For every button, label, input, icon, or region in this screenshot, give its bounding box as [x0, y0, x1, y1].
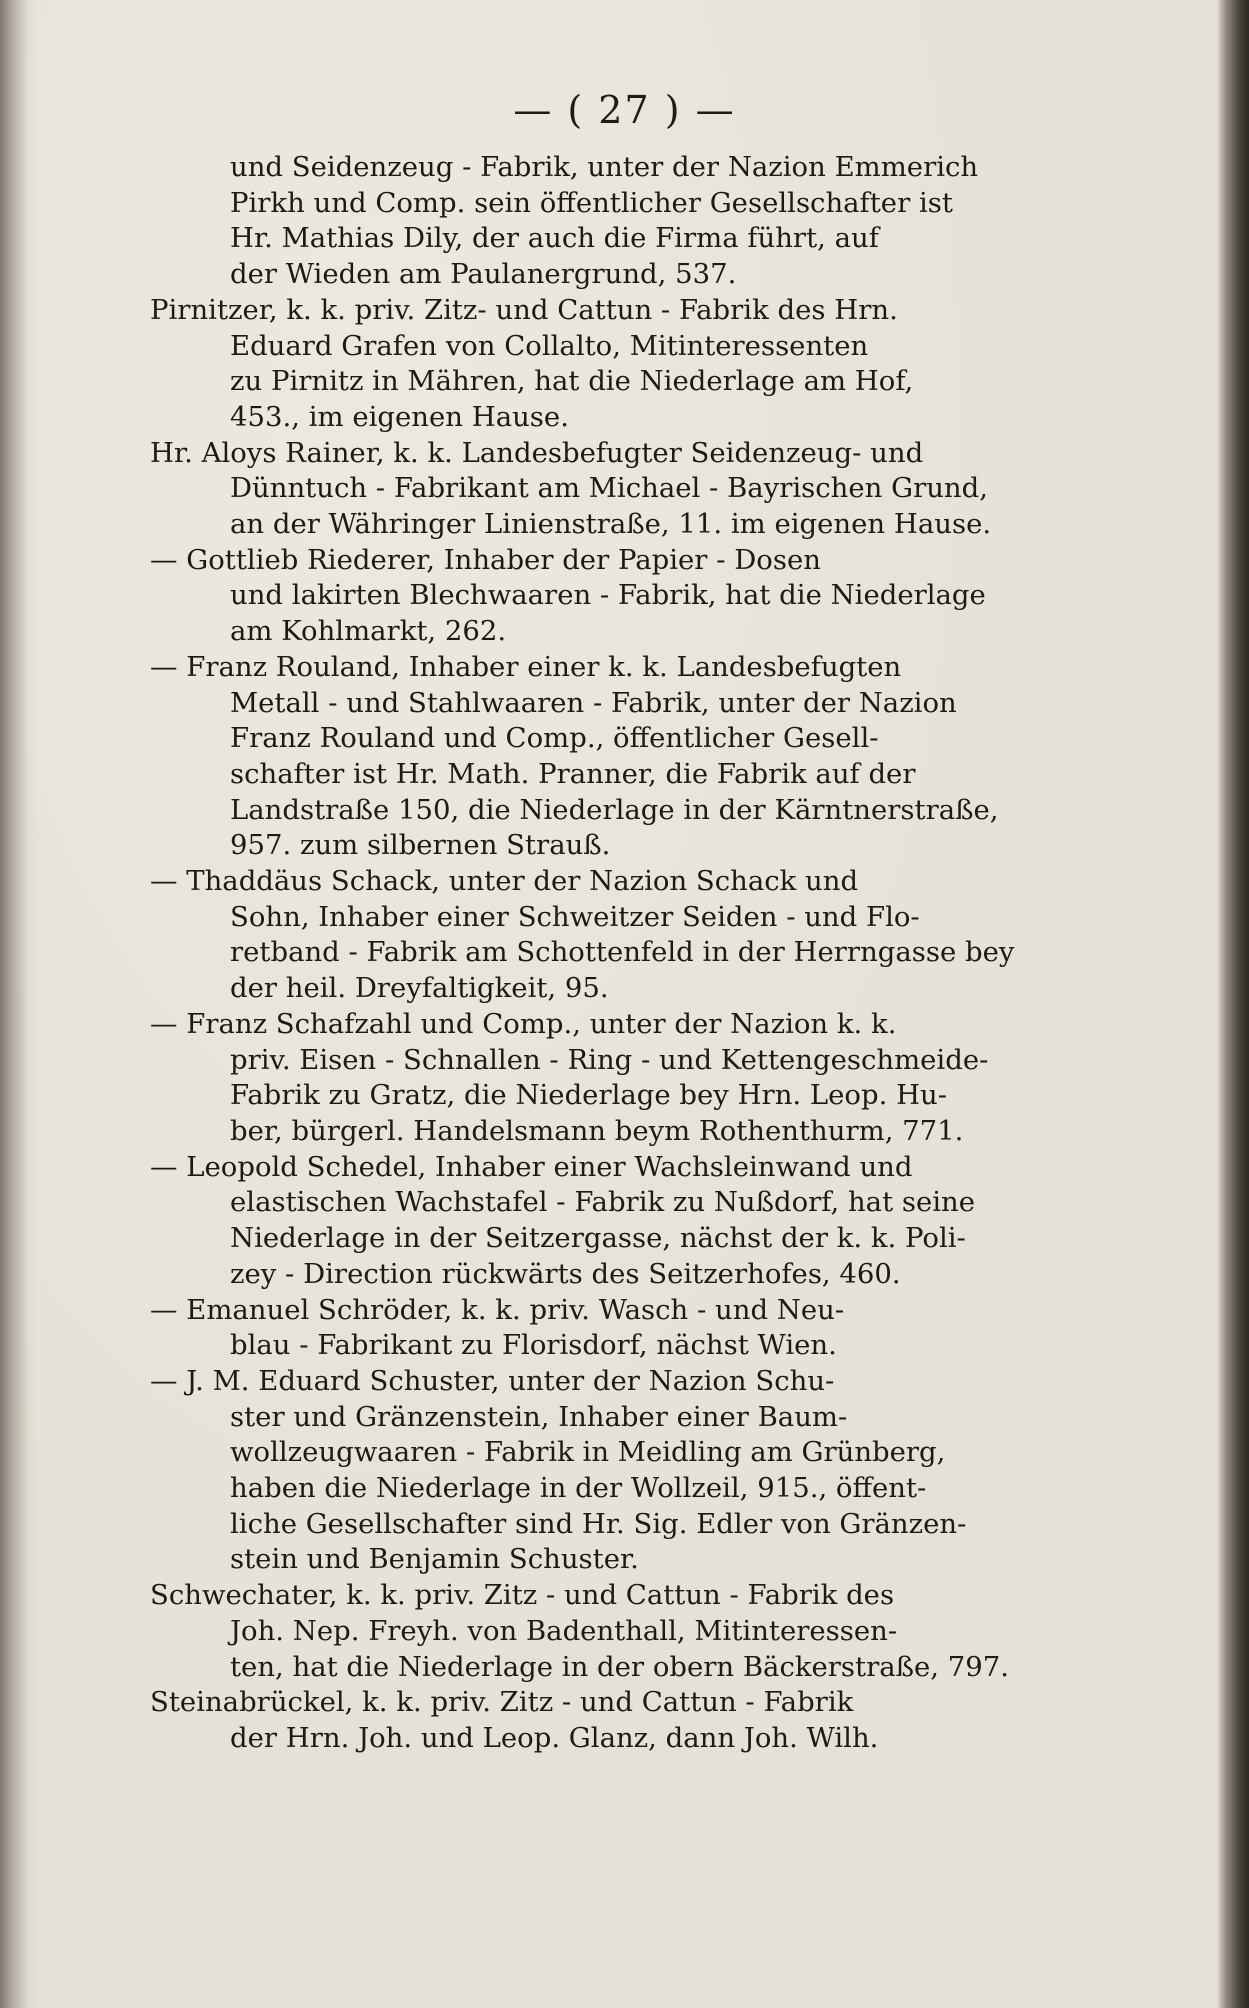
text-line: Fabrik zu Gratz, die Niederlage bey Hrn. Leop. Hu- [230, 1079, 948, 1112]
text-line: schafter ist Hr. Math. Pranner, die Fabrik auf der [230, 757, 916, 790]
text-line: Niederlage in der Seitzergasse, nächst der k. k. Poli- [230, 1222, 966, 1255]
text-line: Dünntuch - Fabrikant am Michael - Bayrischen Grund, [230, 472, 988, 505]
text-line: Hr. Mathias Dily, der auch die Firma führt, auf [230, 222, 879, 255]
text-line: und lakirten Blechwaaren - Fabrik, hat die Niederlage [230, 579, 986, 612]
text-line: stein und Benjamin Schuster. [230, 1543, 639, 1576]
text-line: Pirnitzer, k. k. priv. Zitz- und Cattun - Fabrik des Hrn. [150, 293, 898, 326]
text-line: — Gottlieb Riederer, Inhaber der Papier - Dosen [150, 543, 821, 576]
text-line: Metall - und Stahlwaaren - Fabrik, unter der Nazion [230, 686, 957, 719]
page-gutter-shadow [0, 0, 28, 2008]
text-line: liche Gesellschafter sind Hr. Sig. Edler von Gränzen- [230, 1507, 967, 1540]
text-line: Steinabrückel, k. k. priv. Zitz - und Cattun - Fabrik [150, 1686, 854, 1719]
text-line: Schwechater, k. k. priv. Zitz - und Cattun - Fabrik des [150, 1579, 895, 1612]
text-line: Hr. Aloys Rainer, k. k. Landesbefugter Seidenzeug- und [150, 436, 924, 469]
text-line: Sohn, Inhaber einer Schweitzer Seiden - und Flo- [230, 900, 920, 933]
text-line: Eduard Grafen von Collalto, Mitinteressenten [230, 329, 869, 362]
text-line: der heil. Dreyfaltigkeit, 95. [230, 972, 609, 1005]
text-line: blau - Fabrikant zu Florisdorf, nächst Wien. [230, 1329, 837, 1362]
text-line: der Hrn. Joh. und Leop. Glanz, dann Joh. Wilh. [230, 1721, 879, 1754]
text-line: Landstraße 150, die Niederlage in der Kärntnerstraße, [230, 793, 999, 826]
page-number: — ( 27 ) — [513, 88, 736, 132]
text-line: Franz Rouland und Comp., öffentlicher Gesell- [230, 722, 879, 755]
text-line: ster und Gränzenstein, Inhaber einer Baum- [230, 1400, 848, 1433]
text-line: — Emanuel Schröder, k. k. priv. Wasch - und Neu- [150, 1293, 845, 1326]
text-line: Pirkh und Comp. sein öffentlicher Gesellschafter ist [230, 186, 953, 219]
text-line: wollzeugwaaren - Fabrik in Meidling am Grünberg, [230, 1436, 946, 1469]
text-line: und Seidenzeug - Fabrik, unter der Nazion Emmerich [230, 151, 979, 183]
text-line: elastischen Wachstafel - Fabrik zu Nußdorf, hat seine [230, 1186, 976, 1219]
text-line: zey - Direction rückwärts des Seitzerhofes, 460. [230, 1257, 901, 1290]
text-line: — J. M. Eduard Schuster, unter der Nazion Schu- [150, 1364, 835, 1397]
text-line: — Franz Schafzahl und Comp., unter der Nazion k. k. [150, 1007, 897, 1040]
text-line: ber, bürgerl. Handelsmann beym Rothenthurm, 771. [230, 1114, 964, 1147]
text-line: Joh. Nep. Freyh. von Badenthall, Mitinteressen- [230, 1614, 898, 1647]
directory-text [150, 150, 1110, 1757]
text-line: der Wieden am Paulanergrund, 537. [230, 258, 737, 291]
text-line: an der Währinger Linienstraße, 11. im eigenen Hause. [230, 508, 992, 541]
text-line: retband - Fabrik am Schottenfeld in der Herrngasse bey [230, 936, 1015, 969]
text-line: — Thaddäus Schack, unter der Nazion Schack und [150, 865, 859, 898]
text-line: ten, hat die Niederlage in der obern Bäckerstraße, 797. [230, 1650, 1009, 1683]
text-line: — Franz Rouland, Inhaber einer k. k. Landesbefugten [150, 650, 902, 683]
text-line: haben die Niederlage in der Wollzeil, 915., öffent- [230, 1472, 927, 1505]
page-edge-shadow [1217, 0, 1249, 2008]
text-line: 453., im eigenen Hause. [230, 400, 569, 433]
text-line: am Kohlmarkt, 262. [230, 615, 507, 648]
text-line: 957. zum silbernen Strauß. [230, 829, 611, 862]
text-line: priv. Eisen - Schnallen - Ring - und Kettengeschmeide- [230, 1043, 989, 1076]
text-line: zu Pirnitz in Mähren, hat die Niederlage am Hof, [230, 365, 914, 398]
text-line: — Leopold Schedel, Inhaber einer Wachsleinwand und [150, 1150, 913, 1183]
